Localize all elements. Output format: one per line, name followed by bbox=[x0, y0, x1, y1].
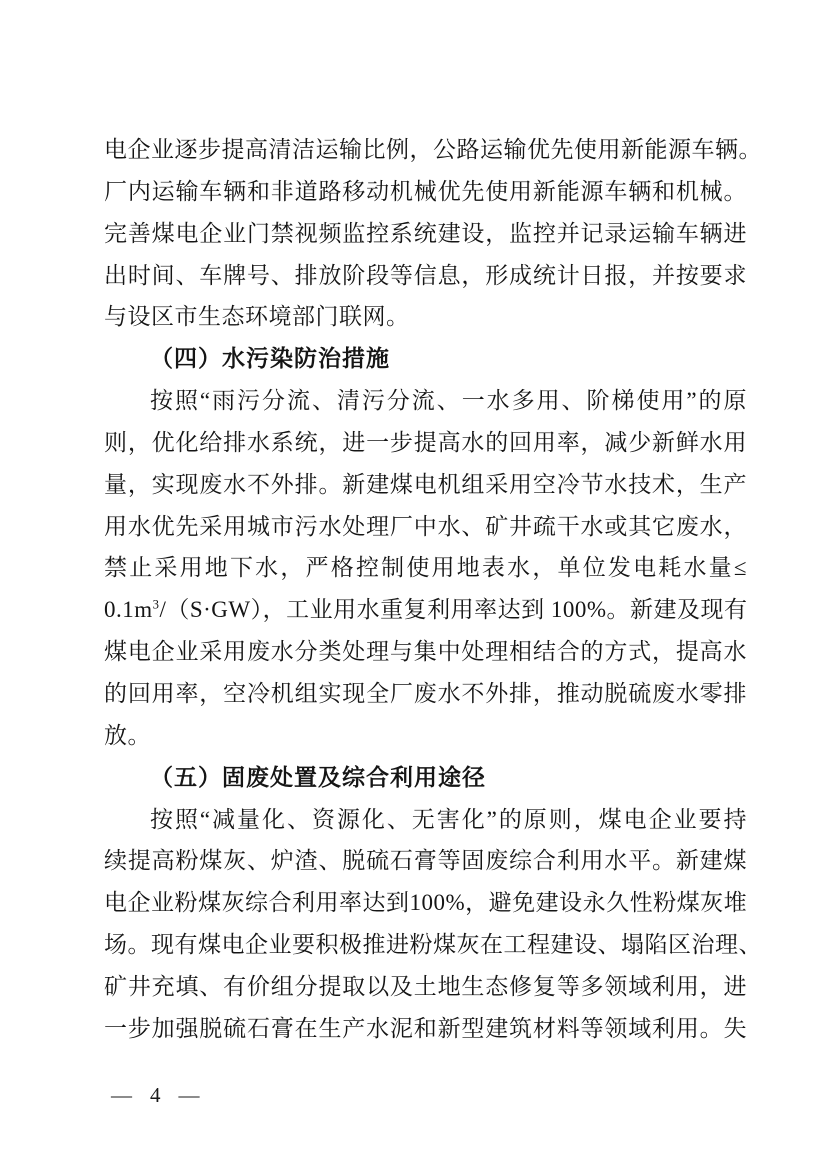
text-line: 按照“减量化、资源化、无害化”的原则，煤电企业要持 bbox=[150, 806, 747, 832]
text-line: 则，优化给排水系统，进一步提高水的回用率，减少新鲜水用 bbox=[104, 429, 747, 455]
footer-dash-right: — bbox=[178, 1083, 200, 1107]
superscript-text: 3 bbox=[152, 597, 160, 612]
text-line: 一步加强脱硫石膏在生产水泥和新型建筑材料等领域利用。失 bbox=[104, 1015, 747, 1041]
text-line: 矿井充填、有价组分提取以及土地生态修复等多领域利用，进 bbox=[104, 973, 747, 999]
page-body-text bbox=[104, 129, 762, 1050]
text-line: 用水优先采用城市污水处理厂中水、矿井疏干水或其它废水， bbox=[104, 513, 747, 539]
text-line: 完善煤电企业门禁视频监控系统建设，监控并记录运输车辆进 bbox=[104, 220, 747, 246]
text-line bbox=[104, 589, 747, 631]
text-line: 与设区市生态环境部门联网。 bbox=[104, 304, 410, 330]
text-line: 量，实现废水不外排。新建煤电机组采用空冷节水技术，生产 bbox=[104, 471, 747, 497]
text-line: 场。现有煤电企业要积极推进粉煤灰在工程建设、塌陷区治理、 bbox=[104, 932, 762, 958]
section-heading: （五）固废处置及综合利用途径 bbox=[150, 764, 486, 790]
text-line: 放。 bbox=[104, 722, 151, 748]
section-heading: （四）水污染防治措施 bbox=[150, 346, 390, 372]
footer-dash-left: — bbox=[111, 1083, 132, 1107]
text-segment: /（S·GW），工业用水重复利用率达到 100%。新建及现有 bbox=[159, 597, 748, 623]
text-line: 出时间、车牌号、排放阶段等信息，形成统计日报，并按要求 bbox=[104, 262, 747, 288]
text-line: 电企业粉煤灰综合利用率达到100%，避免建设永久性粉煤灰堆 bbox=[104, 890, 748, 916]
text-line: 的回用率，空冷机组实现全厂废水不外排，推动脱硫废水零排 bbox=[104, 680, 747, 706]
text-line: 厂内运输车辆和非道路移动机械优先使用新能源车辆和机械。 bbox=[104, 178, 747, 204]
text-line: 煤电企业采用废水分类处理与集中处理相结合的方式，提高水 bbox=[104, 639, 747, 665]
text-segment: 0.1m bbox=[104, 597, 153, 623]
text-line: 电企业逐步提高清洁运输比例，公路运输优先使用新能源车辆。 bbox=[104, 137, 762, 162]
text-line: 按照“雨污分流、清污分流、一水多用、阶梯使用”的原 bbox=[150, 388, 747, 414]
text-line: 续提高粉煤灰、炉渣、脱硫石膏等固废综合利用水平。新建煤 bbox=[104, 848, 747, 874]
text-line: 禁止采用地下水，严格控制使用地表水，单位发电耗水量≤ bbox=[104, 555, 747, 581]
page-footer bbox=[111, 1083, 200, 1108]
page-number: 4 bbox=[150, 1083, 161, 1107]
